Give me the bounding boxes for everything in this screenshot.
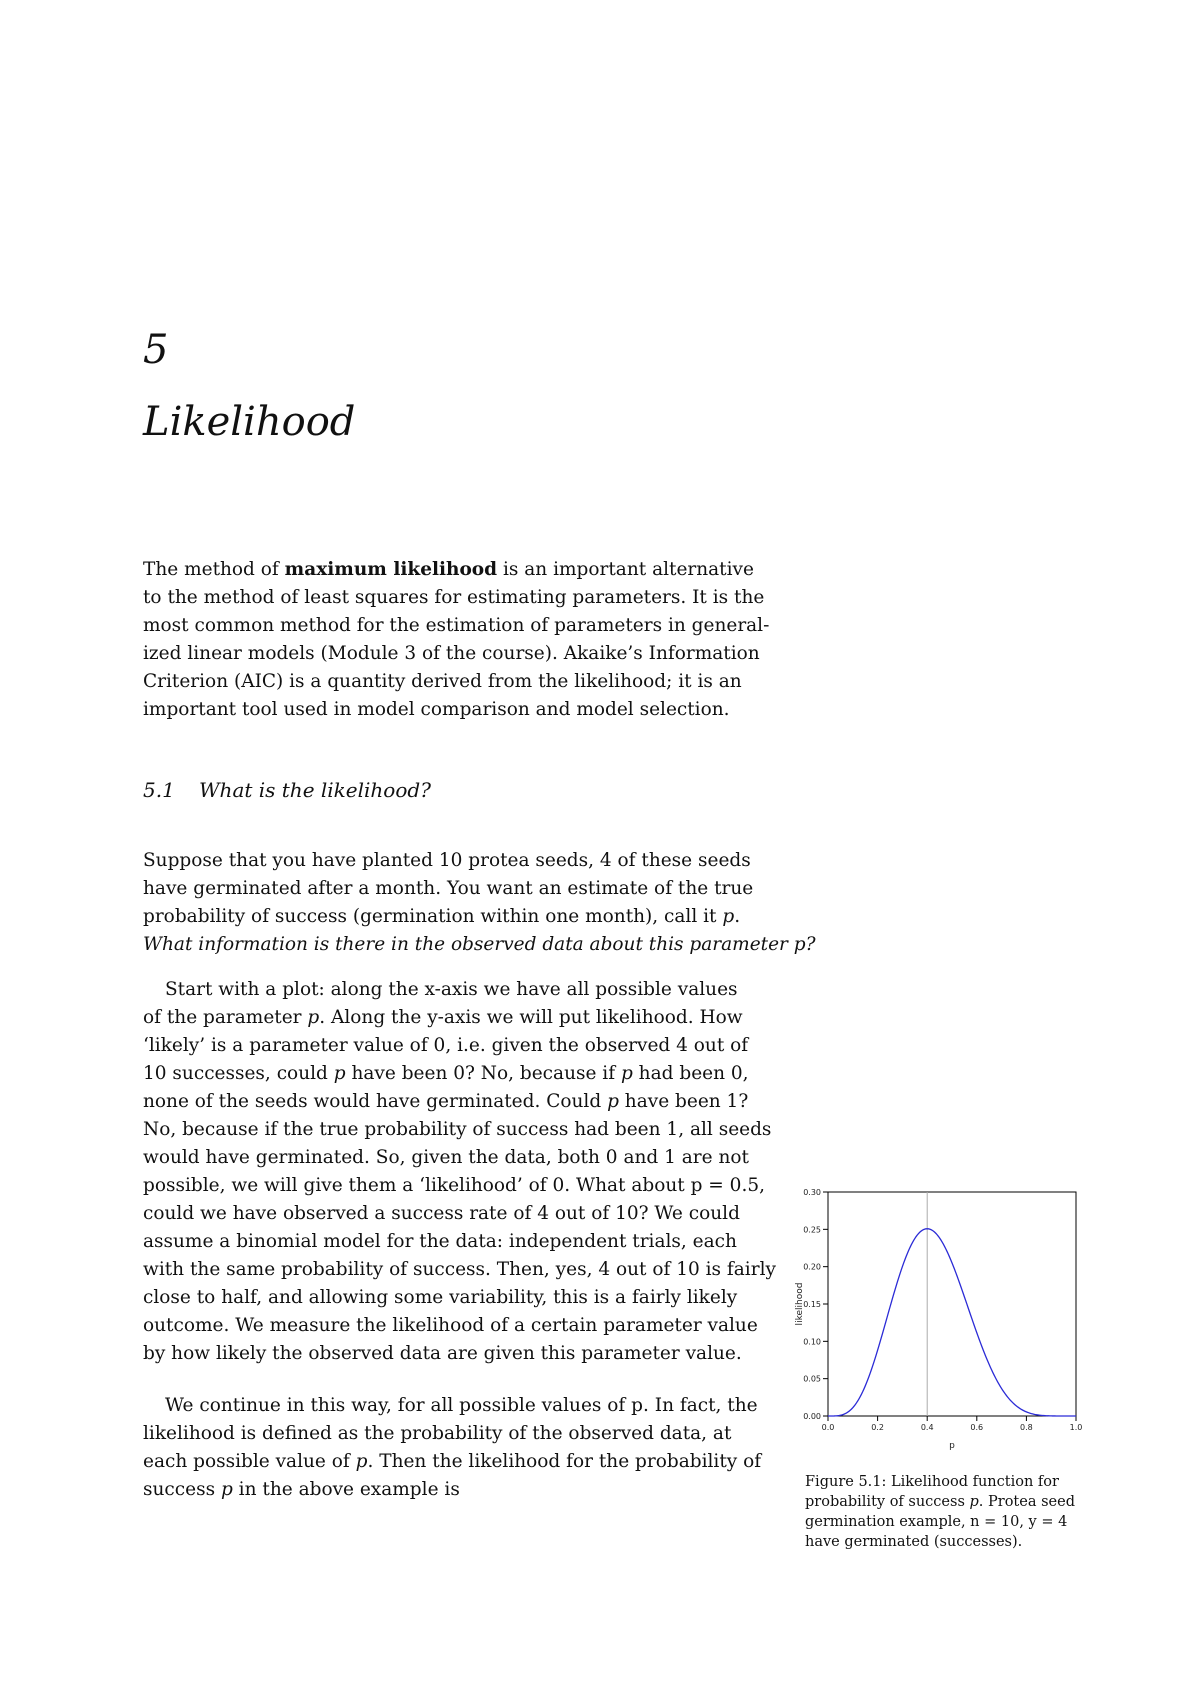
text-line: have germinated after a month. You want an estimate of the true: [143, 878, 754, 899]
text-line: outcome. We measure the likelihood of a certain parameter value: [143, 1315, 758, 1336]
plot-frame: [828, 1192, 1076, 1416]
paragraph-3: [143, 1392, 761, 1504]
likelihood-chart: [790, 1180, 1090, 1470]
text-line: would have germinated. So, given the data, both 0 and 1 are not: [143, 1147, 749, 1168]
text-line: likelihood is defined as the probability of the observed data, at: [143, 1423, 732, 1444]
x-tick-label: 0.0: [821, 1423, 835, 1432]
x-tick-label: 0.8: [1020, 1423, 1033, 1432]
y-tick-label: 0.15: [803, 1300, 821, 1309]
paragraph-1: [143, 847, 816, 959]
intro-paragraph: [143, 556, 769, 724]
y-tick-label: 0.05: [803, 1374, 821, 1384]
text-line: probability of success (germination within one month), call it p.: [143, 906, 741, 927]
bold-term: maximum likelihood: [284, 559, 498, 580]
likelihood-curve: [828, 1229, 1076, 1416]
text-line: Start with a plot: along the x-axis we have all possible values: [165, 979, 738, 1000]
text-line: possible, we will give them a ‘likelihood’ of 0. What about p = 0.5,: [143, 1175, 765, 1196]
text-line: ‘likely’ is a parameter value of 0, i.e. given the observed 4 out of: [143, 1035, 749, 1056]
x-tick-label: 0.4: [920, 1423, 934, 1432]
text-line: important tool used in model comparison and model selection.: [143, 699, 730, 720]
text-line: none of the seeds would have germinated. Could p have been 1?: [143, 1091, 749, 1112]
text-line: of the parameter p. Along the y-axis we will put likelihood. How: [143, 1007, 743, 1028]
x-axis-title: p: [949, 1441, 955, 1451]
y-tick-label: 0.20: [803, 1262, 821, 1272]
text-line: No, because if the true probability of success had been 1, all seeds: [143, 1119, 772, 1140]
text-line: each possible value of p. Then the likelihood for the probability of: [143, 1451, 762, 1472]
section-heading: [143, 778, 431, 802]
y-tick-label: 0.00: [803, 1412, 821, 1421]
paragraph-2: [143, 976, 776, 1368]
y-tick-label: 0.30: [803, 1188, 821, 1197]
text-line: We continue in this way, for all possible values of p. In fact, the: [165, 1395, 758, 1416]
text-line: What information is there in the observed data about this parameter p?: [143, 934, 816, 955]
text-line: ized linear models (Module 3 of the course). Akaike’s Information: [143, 643, 760, 664]
text-line: success p in the above example is: [143, 1479, 460, 1500]
text-line: to the method of least squares for estimating parameters. It is the: [143, 587, 765, 608]
text-line: The method of maximum likelihood is an important alternative: [143, 559, 754, 580]
figure-caption: [805, 1472, 1075, 1552]
text-line: Criterion (AIC) is a quantity derived from the likelihood; it is an: [143, 671, 742, 692]
caption-line: Figure 5.1: Likelihood function for: [805, 1474, 1059, 1490]
caption-line: probability of success p. Protea seed: [805, 1494, 1075, 1510]
x-tick-label: 1.0: [1069, 1423, 1083, 1432]
likelihood-figure: [790, 1180, 1090, 1470]
text-line: assume a binomial model for the data: independent trials, each: [143, 1231, 737, 1252]
x-tick-label: 0.2: [871, 1423, 884, 1432]
section-number: 5.1: [143, 778, 175, 802]
y-tick-label: 0.25: [803, 1225, 821, 1235]
y-axis-title: likelihood: [795, 1282, 805, 1326]
x-tick-label: 0.6: [970, 1423, 984, 1432]
text-line: most common method for the estimation of parameters in general-: [143, 615, 770, 636]
chapter-number: 5: [143, 327, 169, 373]
text-line: Suppose that you have planted 10 protea seeds, 4 of these seeds: [143, 850, 751, 871]
text-line: could we have observed a success rate of 4 out of 10? We could: [143, 1203, 740, 1224]
caption-line: germination example, n = 10, y = 4: [805, 1514, 1068, 1530]
text-line: close to half, and allowing some variability, this is a fairly likely: [143, 1287, 738, 1308]
section-title: What is the likelihood?: [199, 778, 431, 802]
text-line: with the same probability of success. Then, yes, 4 out of 10 is fairly: [143, 1259, 776, 1280]
chapter-title: Likelihood: [143, 399, 356, 445]
text-line: 10 successes, could p have been 0? No, because if p had been 0,: [143, 1063, 749, 1084]
y-tick-label: 0.10: [803, 1337, 821, 1347]
text-line: by how likely the observed data are given this parameter value.: [143, 1343, 742, 1364]
caption-line: have germinated (successes).: [805, 1534, 1023, 1550]
